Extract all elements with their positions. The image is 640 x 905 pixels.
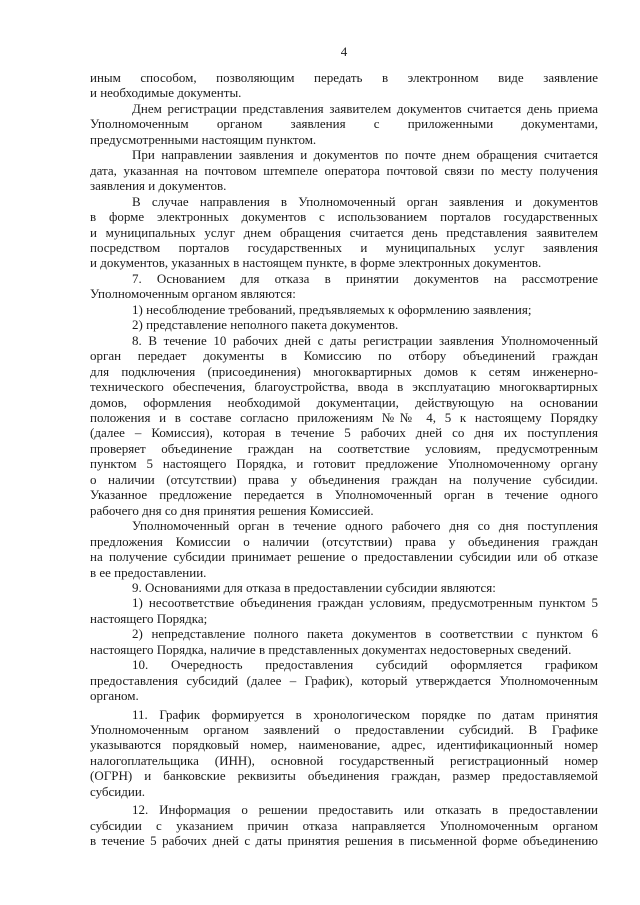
page-number: 4 <box>340 44 348 59</box>
text-line: 2) непредставление полного пакета документов в соответствии с пунктом 6 <box>132 626 598 642</box>
text-line: настоящего Порядка; <box>90 610 208 626</box>
text-line: и документов, указанных в настоящем пункте, в форме электронных документов. <box>90 255 542 271</box>
clause-11 <box>90 707 598 800</box>
text-line: домов, оформления необходимой документации, действующую на основании <box>90 394 598 410</box>
clause-8 <box>90 333 598 518</box>
text-line: пунктом 5 настоящего Порядка, и готовит предложение Уполномоченному органу <box>90 456 598 472</box>
paragraph-electronic-submission <box>90 194 598 271</box>
text-line: о наличии (отсутствии) права у объединения граждан на получение субсидии. <box>90 471 598 487</box>
text-line: в форме электронных документов с использованием порталов государственных <box>90 209 598 225</box>
text-line: При направлении заявления и документов по почте днем обращения считается <box>132 147 598 163</box>
text-line: Указанное предложение передается в Уполномоченный орган в течение одного <box>90 487 598 503</box>
text-line: Уполномоченным органом заявлений о предоставлении субсидий. В Графике <box>90 722 598 738</box>
clause-12 <box>90 802 598 848</box>
text-line: Уполномоченным органом являются: <box>90 286 296 302</box>
text-line: для подключения (присоединения) многоквартирных домов к сетям инженерно- <box>90 363 598 379</box>
text-line: 12. Информация о решении предоставить или отказать в предоставлении <box>132 802 598 818</box>
text-line: на получение субсидии принимает решение о предоставлении субсидии или об отказе <box>90 549 598 565</box>
paragraph-authority-decision <box>90 518 598 580</box>
text-line: Уполномоченным органом заявления с приложенными документами, <box>90 116 598 132</box>
text-line: налогоплательщика (ИНН), основной государственный регистрационный номер <box>90 752 598 768</box>
clause-7-item-2 <box>90 317 598 332</box>
text-line: технического обеспечения, благоустройства, ввода в эксплуатацию многоквартирных <box>90 379 598 395</box>
text-line: В случае направления в Уполномоченный орган заявления и документов <box>132 193 598 209</box>
text-line: проверяет объединение граждан на соответствие условиям, предусмотренным <box>90 440 598 456</box>
text-line: 7. Основанием для отказа в принятии документов на рассмотрение <box>132 270 598 286</box>
text-line: дата, указанная на почтовом штемпеле оператора почтовой связи по месту получения <box>90 162 598 178</box>
text-line: указываются порядковый номер, наименование, адрес, идентификационный номер <box>90 737 598 753</box>
text-line: 8. В течение 10 рабочих дней с даты регистрации заявления Уполномоченный <box>132 332 598 348</box>
text-line: предоставления субсидий (далее – График), который утверждается Уполномоченным <box>90 672 598 688</box>
text-line: Уполномоченный орган в течение одного рабочего дня со дня поступления <box>132 518 598 534</box>
text-line: 11. График формируется в хронологическом порядке по датам принятия <box>132 706 598 722</box>
text-line: заявления и документов. <box>90 178 227 194</box>
clause-7 <box>90 271 598 302</box>
clause-10 <box>90 657 598 703</box>
text-line: 9. Основаниями для отказа в предоставлении субсидии являются: <box>132 579 496 595</box>
text-line: настоящего Порядка, наличие в представленных документах недостоверных сведений. <box>90 641 572 657</box>
clause-9-item-2 <box>90 626 598 657</box>
text-line: 1) несоответствие объединения граждан условиям, предусмотренным пунктом 5 <box>132 595 598 611</box>
text-line: (далее – Комиссия), которая в течение 5 рабочих дней со дня их поступления <box>90 425 598 441</box>
clause-9 <box>90 580 598 595</box>
text-line: 1) несоблюдение требований, предъявляемых к оформлению заявления; <box>132 301 532 317</box>
text-line: иным способом, позволяющим передать в электронном виде заявление <box>90 70 598 85</box>
text-line: положения и в составе согласно приложениям №№ 4, 5 к настоящему Порядку <box>90 409 598 425</box>
text-line: предложения Комиссии о наличии (отсутствии) права у объединения граждан <box>90 533 598 549</box>
text-line: в ее предоставлении. <box>90 564 207 580</box>
text-line: органом. <box>90 688 139 704</box>
text-line: предусмотренными настоящим пунктом. <box>90 131 317 147</box>
text-line: 10. Очередность предоставления субсидий оформляется графиком <box>132 657 598 673</box>
text-line: субсидии. <box>90 783 146 799</box>
page-body <box>90 70 598 849</box>
text-line: в течение 5 рабочих дней с даты принятия решения в письменной форме объединению <box>90 833 598 849</box>
text-line: Днем регистрации представления заявителем документов считается день приема <box>132 100 598 116</box>
text-line: рабочего дня со дня принятия решения Комиссией. <box>90 502 374 518</box>
paragraph-registration-day <box>90 101 598 147</box>
text-line: (ОГРН) и банковские реквизиты объединения граждан, размер предоставляемой <box>90 768 598 784</box>
paragraph-continuation <box>90 70 598 101</box>
paragraph-postal-submission <box>90 147 598 193</box>
clause-9-item-1 <box>90 595 598 626</box>
clause-7-item-1 <box>90 302 598 317</box>
text-line: субсидии с указанием причин отказа направляется Уполномоченным органом <box>90 817 598 833</box>
text-line: 2) представление неполного пакета документов. <box>132 317 399 333</box>
text-line: посредством порталов государственных и муниципальных услуг заявления <box>90 239 598 255</box>
text-line: орган передает документы в Комиссию по отбору объединений граждан <box>90 348 598 364</box>
text-line: и муниципальных услуг днем обращения считается день представления заявителем <box>90 224 598 240</box>
text-line: и необходимые документы. <box>90 85 242 101</box>
